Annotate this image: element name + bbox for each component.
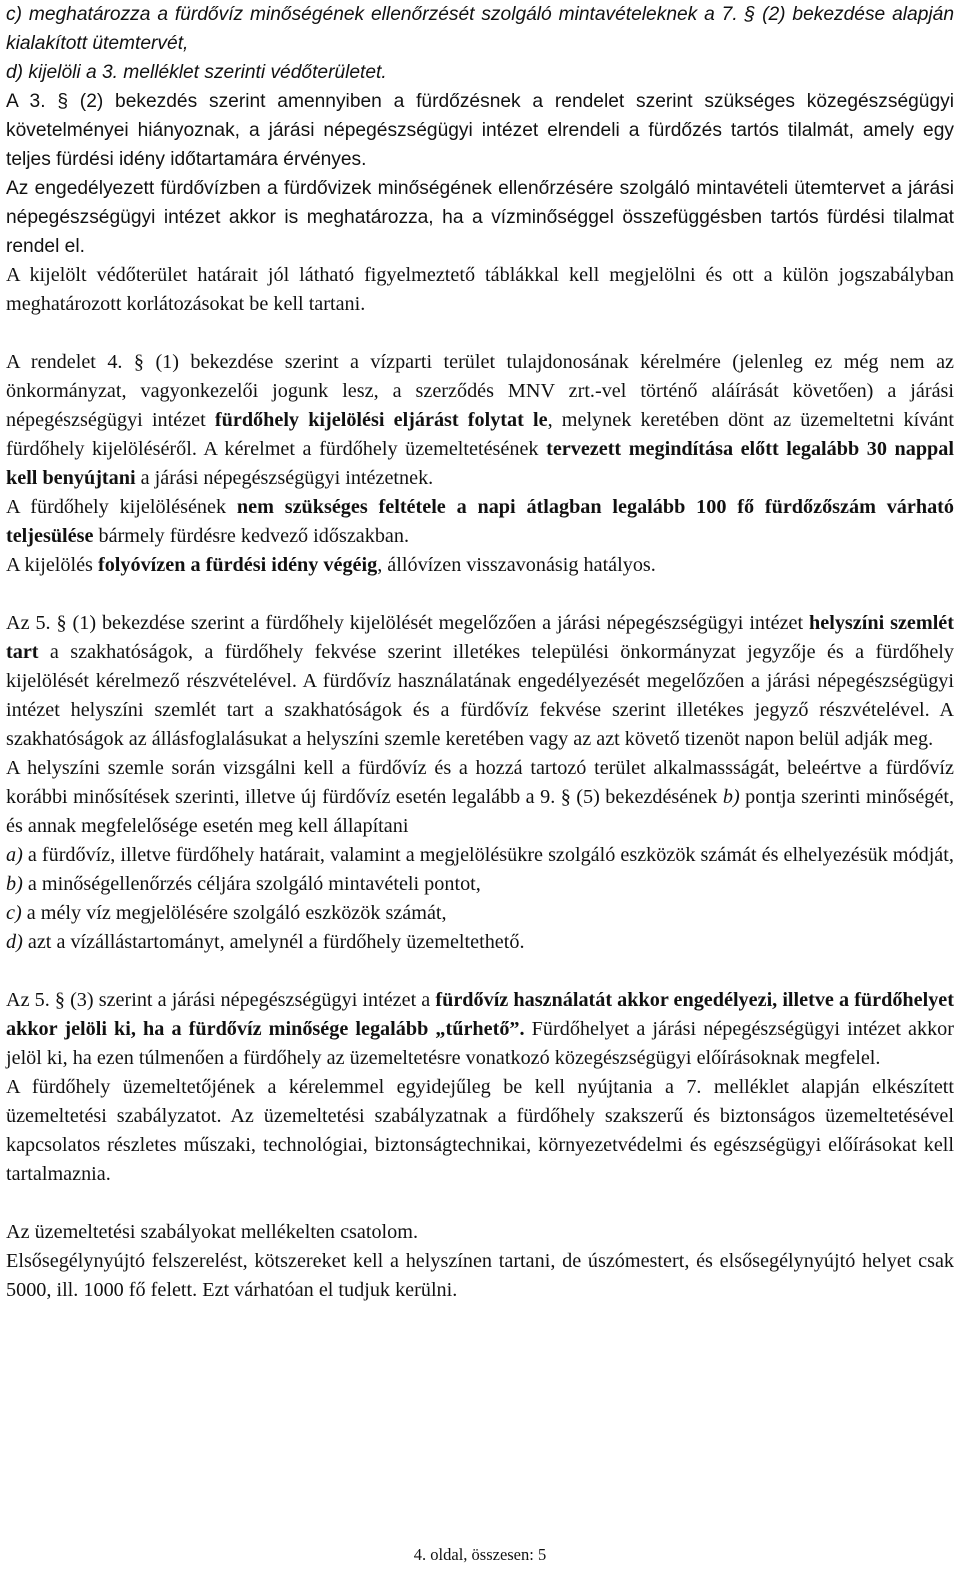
list-item (6, 841, 954, 870)
spacer (6, 319, 954, 348)
list-item (6, 928, 954, 957)
text: Fürdőhelyet a járási népegészségügyi intézet akkor jelöl ki, ha ezen túlmenően a fürdőhely az üzemeltetésre vonatkozó közegészségügyi előírásoknak megfelel. (6, 1018, 954, 1069)
text: Az 5. § (1) bekezdése szerint a fürdőhely kijelölését megelőzően a járási népegészségügyi intézet (6, 612, 810, 634)
paragraph-hatalyossag (6, 551, 954, 580)
text: A kijelölés (6, 554, 98, 576)
paragraph-helyszini-szemle (6, 609, 954, 754)
paragraph-mellekelt: Az üzemeltetési szabályokat mellékelten csatolom. (6, 1221, 419, 1243)
text: , állóvízen visszavonásig hatályos. (377, 554, 656, 576)
list-letter: c) (6, 902, 22, 924)
paragraph-elsosegely: Elsősegélynyújtó felszerelést, kötszereket kell a helyszínen tartani, de úszómestert, és elsősegélynyújtó helyet csak 5000, ill. 1000 fő felett. Ezt várhatóan el tudjuk kerülni. (6, 1250, 954, 1301)
spacer (6, 1189, 954, 1218)
paragraph-szabalyzat: A fürdőhely üzemeltetőjének a kérelemmel egyidejűleg be kell nyújtania a 7. melléklet alapján elkészített üzemeltetési szabályzatot. Az üzemeltetési szabályzatnak a fürdőhely szakszerű és biztonságos üzemeltetésével kapcsolatos részletes műszaki, technológiai, biztonságtechnikai, környezetvédelmi és egészségügyi előírásokat kell tartalmaznia. (6, 1076, 954, 1185)
list-item (6, 870, 954, 899)
text: pontja szerinti minőségét, és annak megfelelősége esetén meg kell állapítani (6, 786, 954, 837)
list-text: a minőségellenőrzés céljára szolgáló mintavételi pontot, (22, 873, 481, 895)
spacer (6, 580, 954, 609)
text: bármely fürdésre kedvező időszakban. (93, 525, 410, 547)
text: Az 5. § (3) szerint a járási népegészségügyi intézet a (6, 989, 436, 1011)
emphasis: fürdővíz használatát akkor engedélyezi, illetve a fürdőhelyet akkor jelöli ki, ha a fürdővíz minősége legalább „tűrhető”. (6, 989, 954, 1040)
list-text: azt a vízállástartományt, amelynél a fürdőhely üzemeltethető. (22, 931, 525, 953)
document-page (6, 0, 954, 1305)
list-letter: a) (6, 844, 23, 866)
emphasis: helyszíni szemlét tart (6, 612, 954, 663)
paragraph-vedoterulet: A kijelölt védőterület határait jól látható figyelmeztető táblákkal kell megjelölni és ott a külön jogszabályban meghatározott korlátozásokat be kell tartani. (6, 264, 954, 315)
paragraph-turheto (6, 986, 954, 1073)
list-letter: b) (6, 873, 23, 895)
paragraph-mintaveteli-utemterv: Az engedélyezett fürdővízben a fürdővizek minőségének ellenőrzésére szolgáló mintavételi ütemtervet a járási népegészségügyi intézet akkor is meghatározza, ha a vízminőséggel összefüggésben tartós fürdési tilalmat rendel el. (6, 178, 954, 257)
italic-ref: b) (722, 786, 740, 808)
list-text: a fürdővíz, illetve fürdőhely határait, valamint a megjelölésükre szolgáló eszközök számát és elhelyezésük módját, (22, 844, 954, 866)
text: A rendelet 4. § (1) bekezdése szerint a vízparti terület tulajdonosának kérelmére (jelenleg ez még nem az önkormányzat, vagyonkezelői jogunk lesz, a szerződés MNV zrt.-vel történő aláírását követően) a járási népegészségügyi intézet (6, 351, 954, 431)
page-footer: 4. oldal, összesen: 5 (413, 1545, 547, 1564)
list-text: a mély víz megjelölésére szolgáló eszközök számát, (21, 902, 447, 924)
list-item-d (6, 58, 954, 87)
paragraph-fürdozoszam (6, 493, 954, 551)
paragraph-vizsgalat (6, 754, 954, 841)
emphasis: fürdőhely kijelölési eljárást folytat le (214, 409, 548, 431)
text: , melynek keretében dönt az üzemeltetni kívánt fürdőhely kijelöléséről. A kérelmet a fürdőhely üzemeltetésének (6, 409, 954, 460)
emphasis: folyóvízen a fürdési idény végéig (97, 554, 378, 576)
intro-section (6, 0, 954, 261)
emphasis: nem szükséges feltétele a napi átlagban legalább 100 fő fürdőzőszám várható teljesülése (6, 496, 954, 547)
spacer (6, 957, 954, 986)
main-section (6, 261, 954, 1305)
text: a szakhatóságok, a fürdőhely fekvése szerint illetékes települési önkormányzat jegyzője és a fürdőhely kijelölését kérelmező részvételével. A fürdővíz használatának engedélyezését megelőzően a járási népegészségügyi intézet helyszíni szemlét tart a szakhatóságok és a fürdővíz fekvése szerint illetékes jegyző részvételével. A szakhatóságok az állásfoglalásukat a helyszíni szemle keretében vagy az azt követő tizenöt napon belül adják meg. (6, 641, 954, 750)
list-item-c (6, 0, 954, 58)
text: A helyszíni szemle során vizsgálni kell a fürdővíz és a hozzá tartozó terület alkalmassságát, beleértve a fürdővíz korábbi minősítések szerinti, illetve új fürdővíz esetén legalább a 9. § (5) bekezdésének (6, 757, 954, 808)
text: A fürdőhely kijelölésének (6, 496, 237, 518)
emphasis: tervezett megindítása előtt legalább 30 nappal kell benyújtani (6, 438, 954, 489)
text: a járási népegészségügyi intézetnek. (135, 467, 434, 489)
list-item (6, 899, 954, 928)
item-text: d) kijelöli a 3. melléklet szerinti védőterületet. (6, 62, 387, 83)
paragraph-tilalom: A 3. § (2) bekezdés szerint amennyiben a fürdőzésnek a rendelet szerint szükséges közegészségügyi követelményei hiányoznak, a járási népegészségügyi intézet elrendeli a fürdőzés tartós tilalmát, amely egy teljes fürdési idény időtartamára érvényes. (6, 91, 954, 170)
item-text: c) meghatározza a fürdővíz minőségének ellenőrzését szolgáló mintavételeknek a 7. § (2) bekezdése alapján kialakított ütemtervét, (6, 4, 954, 54)
paragraph-rendelet-4 (6, 348, 954, 493)
list-letter: d) (6, 931, 23, 953)
